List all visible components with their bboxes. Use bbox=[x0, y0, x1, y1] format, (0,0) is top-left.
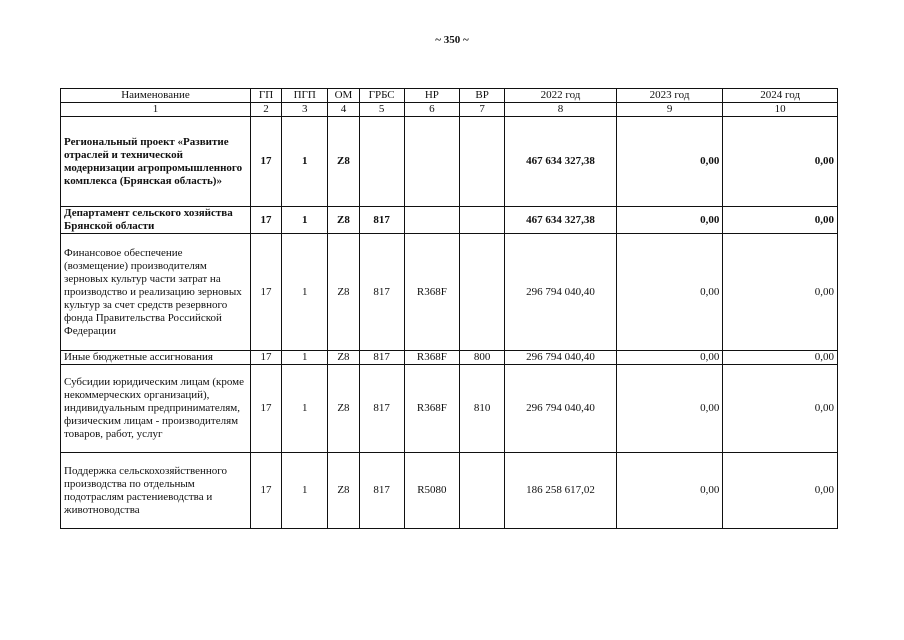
cell-2022: 296 794 040,40 bbox=[505, 351, 617, 365]
cell-gp: 17 bbox=[250, 453, 281, 529]
cell-pgp: 1 bbox=[282, 365, 328, 453]
cell-pgp: 1 bbox=[282, 351, 328, 365]
cell-nr bbox=[404, 117, 459, 207]
header-name: Наименование bbox=[61, 89, 251, 103]
row-name: Субсидии юридическим лицам (кроме некоммерческих организаций), индивидуальным предпринимателям, физическим лицам - производителям товаров, работ, услуг bbox=[61, 365, 251, 453]
cell-2023: 0,00 bbox=[616, 351, 723, 365]
header-2023: 2023 год bbox=[616, 89, 723, 103]
cell-2022: 186 258 617,02 bbox=[505, 453, 617, 529]
table-row bbox=[61, 365, 838, 453]
cell-2022: 467 634 327,38 bbox=[505, 117, 617, 207]
page-number: ~ 350 ~ bbox=[435, 34, 469, 46]
cell-grbs: 817 bbox=[359, 234, 404, 351]
cell-om: Z8 bbox=[328, 117, 359, 207]
row-name: Региональный проект «Развитие отраслей и технической модернизации агропромышленного комплекса (Брянская область)» bbox=[61, 117, 251, 207]
cell-grbs: 817 bbox=[359, 453, 404, 529]
cell-2022: 467 634 327,38 bbox=[505, 207, 617, 234]
header-nr: НР bbox=[404, 89, 459, 103]
cell-om: Z8 bbox=[328, 207, 359, 234]
cell-om: Z8 bbox=[328, 453, 359, 529]
cell-grbs: 817 bbox=[359, 351, 404, 365]
cell-pgp: 1 bbox=[282, 117, 328, 207]
column-number: 1 bbox=[61, 103, 251, 117]
cell-2023: 0,00 bbox=[616, 234, 723, 351]
cell-grbs: 817 bbox=[359, 207, 404, 234]
header-pgp: ПГП bbox=[282, 89, 328, 103]
column-number: 5 bbox=[359, 103, 404, 117]
cell-nr bbox=[404, 207, 459, 234]
table-row bbox=[61, 207, 838, 234]
table-row bbox=[61, 351, 838, 365]
cell-vr bbox=[460, 453, 505, 529]
row-name: Иные бюджетные ассигнования bbox=[61, 351, 251, 365]
column-number: 6 bbox=[404, 103, 459, 117]
cell-pgp: 1 bbox=[282, 453, 328, 529]
cell-2022: 296 794 040,40 bbox=[505, 234, 617, 351]
cell-om: Z8 bbox=[328, 234, 359, 351]
cell-nr: R368F bbox=[404, 365, 459, 453]
cell-2024: 0,00 bbox=[723, 207, 838, 234]
cell-2023: 0,00 bbox=[616, 207, 723, 234]
cell-2023: 0,00 bbox=[616, 117, 723, 207]
cell-2023: 0,00 bbox=[616, 453, 723, 529]
header-vr: ВР bbox=[460, 89, 505, 103]
cell-nr: R368F bbox=[404, 234, 459, 351]
cell-2024: 0,00 bbox=[723, 453, 838, 529]
cell-gp: 17 bbox=[250, 117, 281, 207]
header-om: ОМ bbox=[328, 89, 359, 103]
table-row bbox=[61, 453, 838, 529]
cell-pgp: 1 bbox=[282, 207, 328, 234]
column-number: 2 bbox=[250, 103, 281, 117]
row-name: Финансовое обеспечение (возмещение) производителям зерновых культур части затрат на производство и реализацию зерновых культур за счет средств резервного фонда Правительства Российской Федерации bbox=[61, 234, 251, 351]
column-number: 9 bbox=[616, 103, 723, 117]
cell-2023: 0,00 bbox=[616, 365, 723, 453]
cell-nr: R5080 bbox=[404, 453, 459, 529]
cell-gp: 17 bbox=[250, 351, 281, 365]
cell-nr: R368F bbox=[404, 351, 459, 365]
cell-om: Z8 bbox=[328, 365, 359, 453]
column-number: 3 bbox=[282, 103, 328, 117]
header-row bbox=[61, 89, 838, 103]
header-grbs: ГРБС bbox=[359, 89, 404, 103]
cell-vr bbox=[460, 207, 505, 234]
column-number: 10 bbox=[723, 103, 838, 117]
cell-vr bbox=[460, 117, 505, 207]
cell-om: Z8 bbox=[328, 351, 359, 365]
header-2022: 2022 год bbox=[505, 89, 617, 103]
column-number: 8 bbox=[505, 103, 617, 117]
column-number: 4 bbox=[328, 103, 359, 117]
cell-gp: 17 bbox=[250, 234, 281, 351]
cell-grbs bbox=[359, 117, 404, 207]
header-2024: 2024 год bbox=[723, 89, 838, 103]
cell-gp: 17 bbox=[250, 365, 281, 453]
cell-gp: 17 bbox=[250, 207, 281, 234]
table-row bbox=[61, 117, 838, 207]
cell-2024: 0,00 bbox=[723, 351, 838, 365]
cell-2024: 0,00 bbox=[723, 365, 838, 453]
table-row bbox=[61, 234, 838, 351]
cell-2022: 296 794 040,40 bbox=[505, 365, 617, 453]
cell-vr: 810 bbox=[460, 365, 505, 453]
cell-vr bbox=[460, 234, 505, 351]
header-gp: ГП bbox=[250, 89, 281, 103]
cell-vr: 800 bbox=[460, 351, 505, 365]
budget-table bbox=[60, 88, 838, 529]
row-name: Поддержка сельскохозяйственного производства по отдельным подотраслям растениеводства и животноводства bbox=[61, 453, 251, 529]
cell-2024: 0,00 bbox=[723, 117, 838, 207]
cell-grbs: 817 bbox=[359, 365, 404, 453]
cell-2024: 0,00 bbox=[723, 234, 838, 351]
column-number-row bbox=[61, 103, 838, 117]
column-number: 7 bbox=[460, 103, 505, 117]
cell-pgp: 1 bbox=[282, 234, 328, 351]
row-name: Департамент сельского хозяйства Брянской области bbox=[61, 207, 251, 234]
